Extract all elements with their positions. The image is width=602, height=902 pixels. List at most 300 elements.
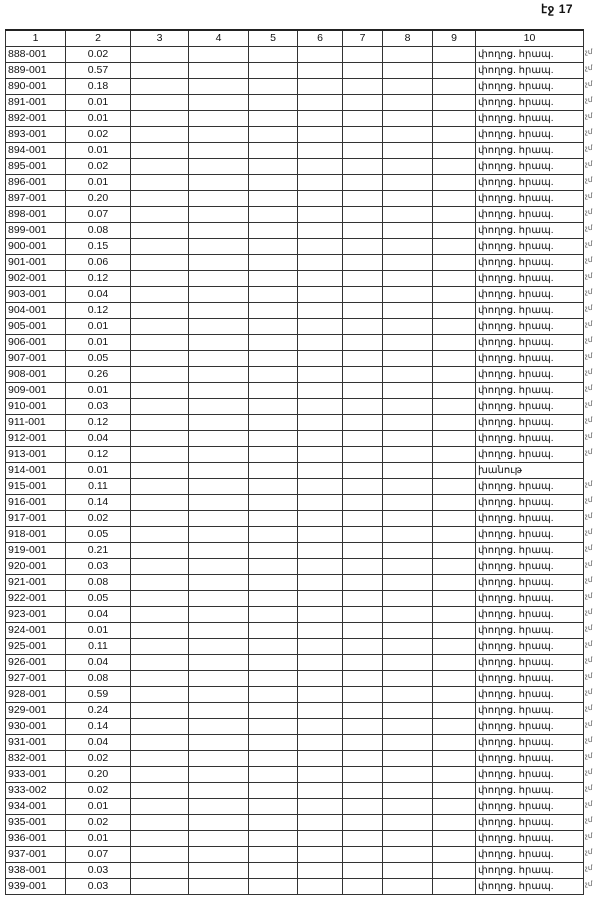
empty-cell — [189, 47, 249, 63]
parcel-code: 905-001 — [6, 319, 66, 335]
parcel-code: 902-001 — [6, 271, 66, 287]
area-value: 0.02 — [66, 47, 131, 63]
area-value: 0.07 — [66, 847, 131, 863]
empty-cell — [131, 815, 189, 831]
land-use: փողոց. հրապ. — [476, 703, 584, 719]
land-use: փողոց. հրապ. — [476, 79, 584, 95]
area-value: 0.12 — [66, 447, 131, 463]
empty-cell — [189, 463, 249, 479]
empty-cell — [131, 671, 189, 687]
area-value: 0.21 — [66, 543, 131, 559]
empty-cell — [433, 575, 476, 591]
empty-cell — [383, 703, 433, 719]
table-row — [6, 399, 584, 415]
empty-cell — [249, 79, 298, 95]
column-header: 2 — [66, 30, 131, 47]
empty-cell — [298, 127, 343, 143]
empty-cell — [298, 639, 343, 655]
empty-cell — [249, 639, 298, 655]
table-row — [6, 319, 584, 335]
table-row — [6, 879, 584, 895]
empty-cell — [433, 511, 476, 527]
empty-cell — [189, 95, 249, 111]
table-row — [6, 463, 584, 479]
empty-cell — [189, 607, 249, 623]
empty-cell — [383, 735, 433, 751]
land-use: փողոց. հրապ. — [476, 127, 584, 143]
empty-cell — [433, 863, 476, 879]
empty-cell — [383, 815, 433, 831]
empty-cell — [298, 735, 343, 751]
margin-mark: չմ — [585, 145, 593, 152]
empty-cell — [249, 719, 298, 735]
parcel-code: 933-002 — [6, 783, 66, 799]
empty-cell — [298, 95, 343, 111]
empty-cell — [343, 607, 383, 623]
land-use: փողոց. հրապ. — [476, 143, 584, 159]
land-use: փողոց. հրապ. — [476, 575, 584, 591]
empty-cell — [298, 767, 343, 783]
empty-cell — [189, 271, 249, 287]
empty-cell — [249, 623, 298, 639]
parcel-code: 907-001 — [6, 351, 66, 367]
empty-cell — [433, 143, 476, 159]
empty-cell — [343, 735, 383, 751]
empty-cell — [131, 495, 189, 511]
empty-cell — [249, 751, 298, 767]
table-row — [6, 655, 584, 671]
table-row — [6, 687, 584, 703]
empty-cell — [189, 447, 249, 463]
empty-cell — [298, 383, 343, 399]
empty-cell — [131, 287, 189, 303]
table-row — [6, 367, 584, 383]
margin-mark: չմ — [585, 209, 593, 216]
parcel-code: 920-001 — [6, 559, 66, 575]
area-value: 0.14 — [66, 495, 131, 511]
empty-cell — [433, 735, 476, 751]
empty-cell — [433, 335, 476, 351]
empty-cell — [189, 351, 249, 367]
margin-mark: չմ — [585, 113, 593, 120]
empty-cell — [433, 415, 476, 431]
empty-cell — [383, 719, 433, 735]
empty-cell — [131, 879, 189, 895]
table-row — [6, 623, 584, 639]
land-use: փողոց. հրապ. — [476, 543, 584, 559]
margin-mark: չմ — [585, 129, 593, 136]
empty-cell — [249, 127, 298, 143]
empty-cell — [189, 111, 249, 127]
empty-cell — [383, 271, 433, 287]
margin-mark: չմ — [585, 641, 593, 648]
empty-cell — [298, 175, 343, 191]
parcel-code: 904-001 — [6, 303, 66, 319]
land-use: փողոց. հրապ. — [476, 63, 584, 79]
table-row — [6, 335, 584, 351]
land-use: փողոց. հրապ. — [476, 95, 584, 111]
empty-cell — [131, 863, 189, 879]
empty-cell — [189, 703, 249, 719]
empty-cell — [433, 543, 476, 559]
empty-cell — [433, 799, 476, 815]
empty-cell — [131, 831, 189, 847]
empty-cell — [298, 303, 343, 319]
column-header: 3 — [131, 30, 189, 47]
empty-cell — [383, 111, 433, 127]
empty-cell — [298, 511, 343, 527]
empty-cell — [298, 783, 343, 799]
area-value: 0.08 — [66, 575, 131, 591]
parcel-code: 889-001 — [6, 63, 66, 79]
empty-cell — [249, 687, 298, 703]
empty-cell — [249, 271, 298, 287]
empty-cell — [298, 607, 343, 623]
table-row — [6, 175, 584, 191]
empty-cell — [131, 303, 189, 319]
empty-cell — [433, 479, 476, 495]
empty-cell — [189, 495, 249, 511]
margin-mark: չմ — [585, 801, 593, 808]
empty-cell — [189, 415, 249, 431]
empty-cell — [433, 191, 476, 207]
empty-cell — [189, 671, 249, 687]
empty-cell — [131, 543, 189, 559]
margin-mark: չմ — [585, 289, 593, 296]
empty-cell — [131, 751, 189, 767]
empty-cell — [298, 687, 343, 703]
empty-cell — [433, 703, 476, 719]
empty-cell — [433, 831, 476, 847]
empty-cell — [131, 607, 189, 623]
empty-cell — [249, 239, 298, 255]
empty-cell — [249, 223, 298, 239]
empty-cell — [131, 239, 189, 255]
empty-cell — [131, 159, 189, 175]
empty-cell — [383, 287, 433, 303]
empty-cell — [249, 143, 298, 159]
empty-cell — [343, 431, 383, 447]
empty-cell — [383, 879, 433, 895]
empty-cell — [189, 559, 249, 575]
empty-cell — [343, 655, 383, 671]
empty-cell — [298, 815, 343, 831]
empty-cell — [249, 207, 298, 223]
margin-mark: չմ — [585, 193, 593, 200]
empty-cell — [343, 335, 383, 351]
table-row — [6, 767, 584, 783]
empty-cell — [343, 495, 383, 511]
empty-cell — [433, 783, 476, 799]
area-value: 0.04 — [66, 655, 131, 671]
land-use: փողոց. հրապ. — [476, 815, 584, 831]
table-row — [6, 815, 584, 831]
area-value: 0.01 — [66, 383, 131, 399]
table-row — [6, 495, 584, 511]
empty-cell — [298, 239, 343, 255]
empty-cell — [298, 671, 343, 687]
empty-cell — [131, 847, 189, 863]
empty-cell — [383, 559, 433, 575]
table-row — [6, 671, 584, 687]
land-use: փողոց. հրապ. — [476, 607, 584, 623]
table-row — [6, 239, 584, 255]
empty-cell — [249, 863, 298, 879]
empty-cell — [131, 175, 189, 191]
land-use: փողոց. հրապ. — [476, 767, 584, 783]
table-row — [6, 751, 584, 767]
empty-cell — [189, 623, 249, 639]
margin-mark: չմ — [585, 65, 593, 72]
land-use: փողոց. հրապ. — [476, 191, 584, 207]
empty-cell — [189, 239, 249, 255]
header-row — [6, 30, 584, 47]
empty-cell — [433, 639, 476, 655]
empty-cell — [383, 655, 433, 671]
empty-cell — [298, 559, 343, 575]
empty-cell — [189, 527, 249, 543]
empty-cell — [131, 399, 189, 415]
area-value: 0.05 — [66, 527, 131, 543]
margin-mark: չմ — [585, 353, 593, 360]
area-value: 0.01 — [66, 335, 131, 351]
empty-cell — [298, 751, 343, 767]
parcel-code: 921-001 — [6, 575, 66, 591]
margin-mark: չմ — [585, 161, 593, 168]
parcel-code: 832-001 — [6, 751, 66, 767]
empty-cell — [383, 527, 433, 543]
empty-cell — [383, 687, 433, 703]
land-use: խանութ — [476, 463, 584, 479]
empty-cell — [131, 415, 189, 431]
empty-cell — [343, 671, 383, 687]
empty-cell — [298, 655, 343, 671]
area-value: 0.11 — [66, 479, 131, 495]
empty-cell — [298, 111, 343, 127]
empty-cell — [249, 591, 298, 607]
empty-cell — [189, 735, 249, 751]
area-value: 0.03 — [66, 399, 131, 415]
area-value: 0.03 — [66, 863, 131, 879]
area-value: 0.04 — [66, 607, 131, 623]
empty-cell — [383, 575, 433, 591]
table-row — [6, 415, 584, 431]
table-row — [6, 831, 584, 847]
empty-cell — [298, 399, 343, 415]
empty-cell — [298, 495, 343, 511]
land-use: փողոց. հրապ. — [476, 831, 584, 847]
empty-cell — [343, 255, 383, 271]
empty-cell — [343, 175, 383, 191]
parcel-code: 919-001 — [6, 543, 66, 559]
margin-marks — [585, 45, 602, 893]
margin-mark: չմ — [585, 753, 593, 760]
table-row — [6, 783, 584, 799]
margin-mark: չմ — [585, 609, 593, 616]
margin-mark: չմ — [585, 401, 593, 408]
empty-cell — [383, 319, 433, 335]
empty-cell — [433, 607, 476, 623]
parcel-code: 924-001 — [6, 623, 66, 639]
parcel-code: 934-001 — [6, 799, 66, 815]
parcel-code: 935-001 — [6, 815, 66, 831]
empty-cell — [433, 207, 476, 223]
empty-cell — [343, 351, 383, 367]
empty-cell — [343, 143, 383, 159]
empty-cell — [343, 127, 383, 143]
empty-cell — [189, 799, 249, 815]
empty-cell — [383, 47, 433, 63]
table-row — [6, 111, 584, 127]
empty-cell — [131, 719, 189, 735]
empty-cell — [131, 447, 189, 463]
empty-cell — [343, 527, 383, 543]
empty-cell — [189, 367, 249, 383]
empty-cell — [249, 575, 298, 591]
margin-mark: չմ — [585, 673, 593, 680]
margin-mark: չմ — [585, 81, 593, 88]
area-value: 0.04 — [66, 287, 131, 303]
empty-cell — [433, 687, 476, 703]
parcel-code: 916-001 — [6, 495, 66, 511]
land-use: փողոց. հրապ. — [476, 719, 584, 735]
empty-cell — [383, 511, 433, 527]
area-value: 0.01 — [66, 95, 131, 111]
empty-cell — [131, 319, 189, 335]
empty-cell — [343, 207, 383, 223]
empty-cell — [433, 127, 476, 143]
empty-cell — [249, 703, 298, 719]
empty-cell — [249, 175, 298, 191]
empty-cell — [383, 863, 433, 879]
table-row — [6, 591, 584, 607]
margin-mark: չմ — [585, 337, 593, 344]
table-row — [6, 191, 584, 207]
empty-cell — [383, 95, 433, 111]
land-use: փողոց. հրապ. — [476, 479, 584, 495]
margin-mark: չմ — [585, 561, 593, 568]
empty-cell — [189, 399, 249, 415]
empty-cell — [131, 223, 189, 239]
land-use: փողոց. հրապ. — [476, 111, 584, 127]
empty-cell — [343, 719, 383, 735]
land-use: փողոց. հրապ. — [476, 367, 584, 383]
empty-cell — [383, 143, 433, 159]
area-value: 0.01 — [66, 175, 131, 191]
area-value: 0.11 — [66, 639, 131, 655]
empty-cell — [343, 623, 383, 639]
table-row — [6, 799, 584, 815]
area-value: 0.02 — [66, 751, 131, 767]
parcel-code: 922-001 — [6, 591, 66, 607]
empty-cell — [383, 175, 433, 191]
empty-cell — [249, 463, 298, 479]
empty-cell — [249, 783, 298, 799]
empty-cell — [249, 447, 298, 463]
empty-cell — [383, 335, 433, 351]
area-value: 0.08 — [66, 671, 131, 687]
empty-cell — [249, 47, 298, 63]
land-use: փողոց. հրապ. — [476, 255, 584, 271]
empty-cell — [343, 239, 383, 255]
empty-cell — [433, 847, 476, 863]
empty-cell — [433, 591, 476, 607]
empty-cell — [189, 335, 249, 351]
empty-cell — [343, 511, 383, 527]
table-row — [6, 127, 584, 143]
empty-cell — [249, 191, 298, 207]
empty-cell — [189, 479, 249, 495]
parcel-code: 939-001 — [6, 879, 66, 895]
margin-mark — [585, 461, 602, 477]
empty-cell — [249, 399, 298, 415]
area-value: 0.12 — [66, 415, 131, 431]
empty-cell — [131, 47, 189, 63]
land-use: փողոց. հրապ. — [476, 783, 584, 799]
margin-mark: չմ — [585, 97, 593, 104]
empty-cell — [298, 143, 343, 159]
empty-cell — [433, 271, 476, 287]
margin-mark: չմ — [585, 529, 593, 536]
parcel-code: 901-001 — [6, 255, 66, 271]
area-value: 0.07 — [66, 207, 131, 223]
empty-cell — [249, 607, 298, 623]
margin-mark: չմ — [585, 833, 593, 840]
column-header: 9 — [433, 30, 476, 47]
empty-cell — [249, 383, 298, 399]
empty-cell — [383, 239, 433, 255]
table-row — [6, 447, 584, 463]
empty-cell — [298, 207, 343, 223]
empty-cell — [433, 239, 476, 255]
parcel-code: 898-001 — [6, 207, 66, 223]
empty-cell — [343, 287, 383, 303]
margin-mark: չմ — [585, 481, 593, 488]
margin-mark: չմ — [585, 433, 593, 440]
table-row — [6, 383, 584, 399]
area-value: 0.59 — [66, 687, 131, 703]
empty-cell — [433, 95, 476, 111]
empty-cell — [343, 751, 383, 767]
empty-cell — [298, 831, 343, 847]
margin-mark: չմ — [585, 321, 593, 328]
margin-mark: չմ — [585, 449, 593, 456]
empty-cell — [343, 479, 383, 495]
empty-cell — [383, 399, 433, 415]
margin-mark: չմ — [585, 881, 593, 888]
empty-cell — [249, 879, 298, 895]
table-row — [6, 287, 584, 303]
empty-cell — [343, 575, 383, 591]
margin-mark: չմ — [585, 225, 593, 232]
empty-cell — [433, 767, 476, 783]
empty-cell — [189, 143, 249, 159]
parcel-code: 931-001 — [6, 735, 66, 751]
empty-cell — [189, 767, 249, 783]
empty-cell — [433, 559, 476, 575]
land-use: փողոց. հրապ. — [476, 303, 584, 319]
empty-cell — [189, 591, 249, 607]
empty-cell — [383, 447, 433, 463]
empty-cell — [433, 351, 476, 367]
empty-cell — [343, 799, 383, 815]
table-row — [6, 63, 584, 79]
empty-cell — [343, 767, 383, 783]
empty-cell — [383, 751, 433, 767]
margin-mark: չմ — [585, 849, 593, 856]
land-use: փողոց. հրապ. — [476, 383, 584, 399]
parcel-code: 899-001 — [6, 223, 66, 239]
